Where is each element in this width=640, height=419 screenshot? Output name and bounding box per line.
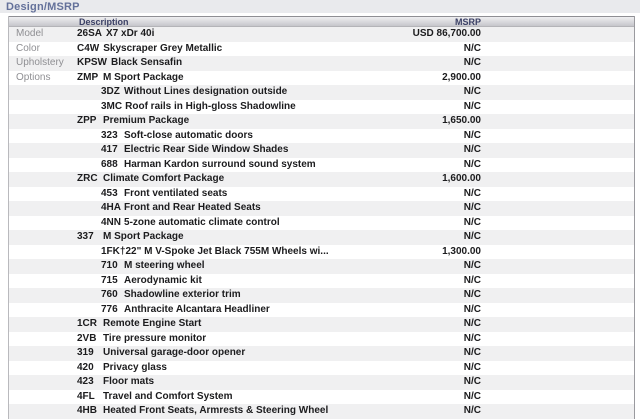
row-msrp-value: N/C bbox=[463, 405, 481, 417]
option-code: 1CR bbox=[77, 318, 98, 330]
table-row bbox=[9, 303, 634, 318]
row-description bbox=[77, 375, 474, 390]
table-row bbox=[9, 114, 634, 129]
row-description bbox=[101, 288, 474, 303]
row-msrp-value: N/C bbox=[463, 260, 481, 272]
option-code: 453 bbox=[101, 187, 118, 199]
table-body bbox=[9, 27, 634, 419]
option-code: KPSW bbox=[77, 57, 107, 69]
row-description bbox=[77, 404, 474, 419]
table-row bbox=[9, 42, 634, 57]
option-description: Aerodynamic kit bbox=[124, 274, 202, 286]
design-msrp-table bbox=[8, 16, 635, 419]
option-description: Premium Package bbox=[103, 115, 190, 127]
row-category-label: Options bbox=[16, 71, 51, 83]
option-description: Travel and Comfort System bbox=[103, 390, 233, 402]
option-code: 4HB bbox=[77, 405, 98, 417]
table-row bbox=[9, 317, 634, 332]
column-header-msrp: MSRP bbox=[454, 17, 481, 27]
row-description bbox=[77, 71, 474, 86]
option-code: 423 bbox=[77, 376, 94, 388]
column-header-description: Description bbox=[79, 17, 129, 27]
option-code: 715 bbox=[101, 274, 118, 286]
title-strip bbox=[0, 0, 640, 13]
row-category-label: Model bbox=[16, 28, 44, 39]
table-row bbox=[9, 172, 634, 187]
row-msrp-value: N/C bbox=[463, 318, 481, 330]
row-msrp-value: N/C bbox=[463, 57, 481, 69]
option-code: ZMP bbox=[77, 71, 99, 83]
row-msrp-value: N/C bbox=[463, 303, 481, 315]
row-description bbox=[77, 317, 474, 332]
row-msrp-value: N/C bbox=[463, 187, 481, 199]
table-row bbox=[9, 390, 634, 405]
row-description bbox=[101, 143, 474, 158]
row-description bbox=[77, 346, 474, 361]
option-description: Climate Comfort Package bbox=[103, 173, 225, 185]
option-code: 417 bbox=[101, 144, 118, 156]
table-row bbox=[9, 158, 634, 173]
row-description bbox=[101, 245, 474, 260]
option-code: 26SA bbox=[77, 28, 103, 39]
row-msrp-value: N/C bbox=[463, 231, 481, 243]
option-description: 5-zone automatic climate control bbox=[124, 216, 280, 228]
row-msrp-value: N/C bbox=[463, 361, 481, 373]
page-title: Design/MSRP bbox=[6, 1, 80, 13]
option-description: Privacy glass bbox=[103, 361, 167, 373]
option-description: Front and Rear Heated Seats bbox=[124, 202, 261, 214]
option-description: Roof rails in High-gloss Shadowline bbox=[125, 100, 296, 112]
row-msrp-value: N/C bbox=[463, 390, 481, 402]
option-code: 4FL bbox=[77, 390, 95, 402]
option-code: 319 bbox=[77, 347, 94, 359]
row-msrp-value: N/C bbox=[463, 144, 481, 156]
table-row bbox=[9, 245, 634, 260]
row-description bbox=[77, 332, 474, 347]
option-description: X7 xDr 40i bbox=[106, 28, 155, 39]
table-row bbox=[9, 375, 634, 390]
option-description: Heated Front Seats, Armrests & Steering Wheel bbox=[103, 405, 329, 417]
option-code: 760 bbox=[101, 289, 118, 301]
table-row bbox=[9, 71, 634, 86]
option-code: 776 bbox=[101, 303, 118, 315]
row-msrp-value: N/C bbox=[463, 158, 481, 170]
table-row bbox=[9, 274, 634, 289]
row-msrp-value: N/C bbox=[463, 42, 481, 54]
row-msrp-value: N/C bbox=[463, 216, 481, 228]
row-description bbox=[101, 303, 474, 318]
row-description bbox=[101, 201, 474, 216]
option-code: ZRC bbox=[77, 173, 98, 185]
option-description: M Sport Package bbox=[103, 71, 184, 83]
option-code: 1FK bbox=[101, 245, 120, 257]
table-row bbox=[9, 143, 634, 158]
option-description: Tire pressure monitor bbox=[103, 332, 207, 344]
table-row bbox=[9, 230, 634, 245]
row-category-label: Color bbox=[16, 42, 40, 54]
row-msrp-value: N/C bbox=[463, 129, 481, 141]
row-category-label: Upholstery bbox=[16, 57, 64, 69]
option-description: Floor mats bbox=[103, 376, 155, 388]
row-description bbox=[77, 361, 474, 376]
row-description bbox=[77, 172, 474, 187]
row-msrp-value: 1,600.00 bbox=[442, 173, 481, 185]
table-row bbox=[9, 201, 634, 216]
option-description: Front ventilated seats bbox=[124, 187, 228, 199]
option-code: 2VB bbox=[77, 332, 97, 344]
table-row bbox=[9, 56, 634, 71]
row-msrp-value: USD 86,700.00 bbox=[412, 28, 481, 39]
table-row bbox=[9, 100, 634, 115]
row-msrp-value: N/C bbox=[463, 86, 481, 98]
option-description: Remote Engine Start bbox=[103, 318, 202, 330]
option-description: M Sport Package bbox=[103, 231, 184, 243]
option-description: Electric Rear Side Window Shades bbox=[124, 144, 289, 156]
option-code: 420 bbox=[77, 361, 94, 373]
row-description bbox=[101, 274, 474, 289]
row-msrp-value: N/C bbox=[463, 347, 481, 359]
row-msrp-value: N/C bbox=[463, 332, 481, 344]
row-msrp-value: N/C bbox=[463, 274, 481, 286]
table-row bbox=[9, 332, 634, 347]
row-description bbox=[101, 259, 474, 274]
row-description bbox=[101, 100, 474, 115]
table-row bbox=[9, 361, 634, 376]
table-row bbox=[9, 216, 634, 231]
table-row bbox=[9, 129, 634, 144]
row-description bbox=[101, 129, 474, 144]
row-description bbox=[101, 85, 474, 100]
row-description bbox=[77, 114, 474, 129]
row-description bbox=[77, 42, 474, 57]
table-row bbox=[9, 85, 634, 100]
table-header-row bbox=[9, 16, 634, 27]
table-row bbox=[9, 346, 634, 361]
option-code: 323 bbox=[101, 129, 118, 141]
row-description bbox=[77, 390, 474, 405]
row-msrp-value: N/C bbox=[463, 202, 481, 214]
option-code: 710 bbox=[101, 260, 118, 272]
row-msrp-value: N/C bbox=[463, 289, 481, 301]
table-row bbox=[9, 27, 634, 42]
table-row bbox=[9, 288, 634, 303]
option-description: Harman Kardon surround sound system bbox=[124, 158, 316, 170]
option-code: 4NN bbox=[101, 216, 122, 228]
option-code: 3DZ bbox=[101, 86, 120, 98]
row-description bbox=[101, 216, 474, 231]
option-code: 337 bbox=[77, 231, 94, 243]
option-description: Anthracite Alcantara Headliner bbox=[124, 303, 270, 315]
option-description: Universal garage-door opener bbox=[103, 347, 246, 359]
option-description: †22" M V-Spoke Jet Black 755M Wheels wi... bbox=[119, 245, 329, 257]
row-msrp-value: N/C bbox=[463, 100, 481, 112]
option-code: 3MC bbox=[101, 100, 123, 112]
option-code: 688 bbox=[101, 158, 118, 170]
table-row bbox=[9, 404, 634, 419]
option-code: 4HA bbox=[101, 202, 122, 214]
option-code: ZPP bbox=[77, 115, 97, 127]
option-description: Without Lines designation outside bbox=[124, 86, 288, 98]
option-description: Skyscraper Grey Metallic bbox=[103, 42, 223, 54]
row-description bbox=[77, 230, 474, 245]
row-msrp-value: 2,900.00 bbox=[442, 71, 481, 83]
option-description: M steering wheel bbox=[124, 260, 205, 272]
option-description: Soft-close automatic doors bbox=[124, 129, 253, 141]
table-row bbox=[9, 187, 634, 202]
option-description: Shadowline exterior trim bbox=[124, 289, 241, 301]
row-msrp-value: N/C bbox=[463, 376, 481, 388]
row-msrp-value: 1,650.00 bbox=[442, 115, 481, 127]
row-description bbox=[77, 56, 474, 71]
table-row bbox=[9, 259, 634, 274]
row-description bbox=[101, 158, 474, 173]
row-msrp-value: 1,300.00 bbox=[442, 245, 481, 257]
option-code: C4W bbox=[77, 42, 100, 54]
row-description bbox=[101, 187, 474, 202]
option-description: Black Sensafin bbox=[111, 57, 183, 69]
